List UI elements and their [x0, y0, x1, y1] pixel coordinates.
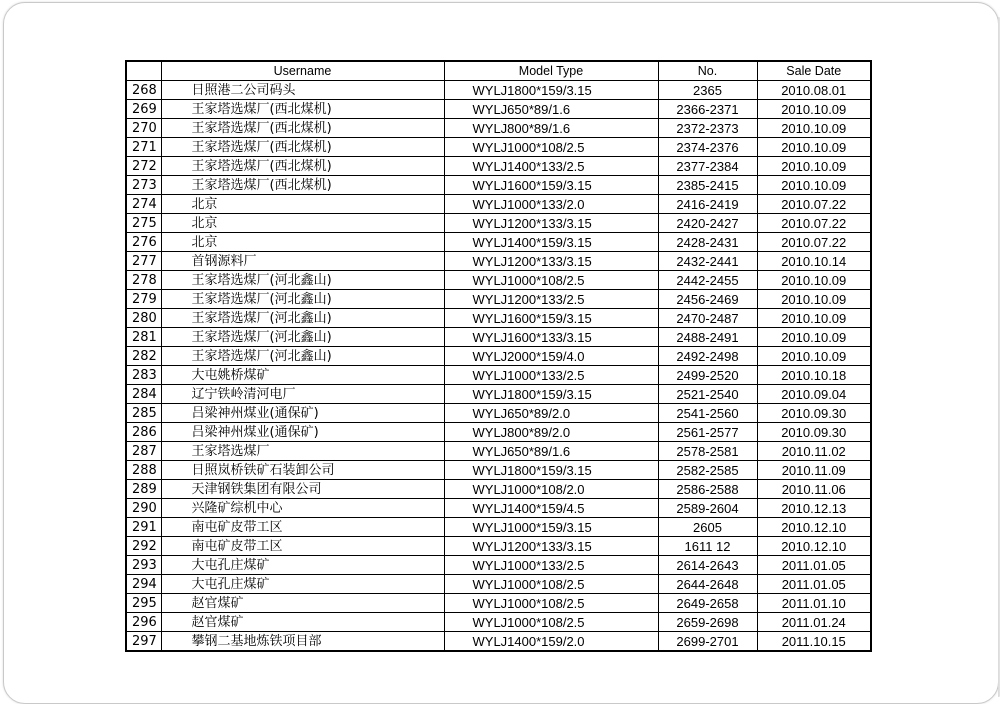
username-cell: 王家塔选煤厂(河北鑫山) — [161, 328, 444, 347]
serial-no-cell: 2578-2581 — [658, 442, 757, 461]
username-cell: 日照岚桥铁矿石装卸公司 — [161, 461, 444, 480]
sale-date-cell: 2010.10.09 — [757, 119, 871, 138]
table-row — [126, 385, 871, 404]
row-index: 294 — [126, 575, 161, 594]
serial-no-cell: 2385-2415 — [658, 176, 757, 195]
serial-no-cell: 2365 — [658, 81, 757, 100]
row-index: 284 — [126, 385, 161, 404]
sale-date-cell: 2011.01.05 — [757, 575, 871, 594]
model-type-cell: WYLJ1000*133/2.0 — [444, 195, 658, 214]
username-cell: 兴隆矿综机中心 — [161, 499, 444, 518]
username-cell: 天津钢铁集团有限公司 — [161, 480, 444, 499]
table-row — [126, 556, 871, 575]
serial-no-cell: 2605 — [658, 518, 757, 537]
sale-date-cell: 2011.01.24 — [757, 613, 871, 632]
row-index: 279 — [126, 290, 161, 309]
sale-date-cell: 2010.10.09 — [757, 138, 871, 157]
table-row — [126, 632, 871, 652]
serial-no-cell: 2561-2577 — [658, 423, 757, 442]
row-index: 280 — [126, 309, 161, 328]
row-index: 288 — [126, 461, 161, 480]
serial-no-cell: 2492-2498 — [658, 347, 757, 366]
username-cell: 赵官煤矿 — [161, 613, 444, 632]
row-index: 274 — [126, 195, 161, 214]
table-row — [126, 290, 871, 309]
row-index: 292 — [126, 537, 161, 556]
sale-date-cell: 2010.10.09 — [757, 271, 871, 290]
username-cell: 王家塔选煤厂 — [161, 442, 444, 461]
model-type-cell: WYLJ2000*159/4.0 — [444, 347, 658, 366]
table-row — [126, 157, 871, 176]
table-row — [126, 309, 871, 328]
table-row — [126, 138, 871, 157]
username-cell: 北京 — [161, 233, 444, 252]
model-type-cell: WYLJ1800*159/3.15 — [444, 385, 658, 404]
row-index: 287 — [126, 442, 161, 461]
username-cell: 大屯孔庄煤矿 — [161, 575, 444, 594]
header-no: No. — [658, 61, 757, 81]
row-index: 281 — [126, 328, 161, 347]
table-row — [126, 613, 871, 632]
model-type-cell: WYLJ1600*159/3.15 — [444, 176, 658, 195]
row-index: 285 — [126, 404, 161, 423]
model-type-cell: WYLJ1200*133/3.15 — [444, 252, 658, 271]
row-index: 271 — [126, 138, 161, 157]
header-index — [126, 61, 161, 81]
model-type-cell: WYLJ1000*133/2.5 — [444, 556, 658, 575]
table-row — [126, 195, 871, 214]
sales-table — [125, 60, 872, 652]
row-index: 277 — [126, 252, 161, 271]
serial-no-cell: 2499-2520 — [658, 366, 757, 385]
row-index: 297 — [126, 632, 161, 652]
model-type-cell: WYLJ1000*108/2.5 — [444, 271, 658, 290]
serial-no-cell: 2582-2585 — [658, 461, 757, 480]
model-type-cell: WYLJ1400*159/2.0 — [444, 632, 658, 652]
table-row — [126, 442, 871, 461]
serial-no-cell: 2659-2698 — [658, 613, 757, 632]
username-cell: 王家塔选煤厂(西北煤机) — [161, 119, 444, 138]
username-cell: 北京 — [161, 214, 444, 233]
username-cell: 南屯矿皮带工区 — [161, 537, 444, 556]
username-cell: 北京 — [161, 195, 444, 214]
model-type-cell: WYLJ1400*159/4.5 — [444, 499, 658, 518]
model-type-cell: WYLJ800*89/1.6 — [444, 119, 658, 138]
table-row — [126, 81, 871, 100]
model-type-cell: WYLJ1000*108/2.5 — [444, 594, 658, 613]
model-type-cell: WYLJ1400*133/2.5 — [444, 157, 658, 176]
model-type-cell: WYLJ1000*133/2.5 — [444, 366, 658, 385]
sale-date-cell: 2010.08.01 — [757, 81, 871, 100]
username-cell: 王家塔选煤厂(河北鑫山) — [161, 290, 444, 309]
serial-no-cell: 2432-2441 — [658, 252, 757, 271]
row-index: 270 — [126, 119, 161, 138]
sale-date-cell: 2010.12.13 — [757, 499, 871, 518]
sale-date-cell: 2010.09.04 — [757, 385, 871, 404]
serial-no-cell: 2416-2419 — [658, 195, 757, 214]
model-type-cell: WYLJ1200*133/2.5 — [444, 290, 658, 309]
table-row — [126, 176, 871, 195]
model-type-cell: WYLJ1000*159/3.15 — [444, 518, 658, 537]
row-index: 295 — [126, 594, 161, 613]
serial-no-cell: 2586-2588 — [658, 480, 757, 499]
row-index: 272 — [126, 157, 161, 176]
sale-date-cell: 2010.07.22 — [757, 214, 871, 233]
sale-date-cell: 2010.10.18 — [757, 366, 871, 385]
username-cell: 日照港二公司码头 — [161, 81, 444, 100]
sale-date-cell: 2010.11.02 — [757, 442, 871, 461]
row-index: 283 — [126, 366, 161, 385]
row-index: 293 — [126, 556, 161, 575]
username-cell: 赵官煤矿 — [161, 594, 444, 613]
sale-date-cell: 2010.12.10 — [757, 518, 871, 537]
model-type-cell: WYLJ1200*133/3.15 — [444, 537, 658, 556]
model-type-cell: WYLJ1200*133/3.15 — [444, 214, 658, 233]
table-row — [126, 423, 871, 442]
row-index: 268 — [126, 81, 161, 100]
table-row — [126, 271, 871, 290]
sale-date-cell: 2010.10.14 — [757, 252, 871, 271]
model-type-cell: WYLJ650*89/2.0 — [444, 404, 658, 423]
row-index: 290 — [126, 499, 161, 518]
sale-date-cell: 2010.10.09 — [757, 157, 871, 176]
sale-date-cell: 2010.07.22 — [757, 195, 871, 214]
row-index: 273 — [126, 176, 161, 195]
sale-date-cell: 2010.07.22 — [757, 233, 871, 252]
serial-no-cell: 2442-2455 — [658, 271, 757, 290]
row-index: 289 — [126, 480, 161, 499]
serial-no-cell: 2649-2658 — [658, 594, 757, 613]
row-index: 286 — [126, 423, 161, 442]
row-index: 275 — [126, 214, 161, 233]
model-type-cell: WYLJ1000*108/2.5 — [444, 575, 658, 594]
model-type-cell: WYLJ1800*159/3.15 — [444, 461, 658, 480]
sale-date-cell: 2010.11.06 — [757, 480, 871, 499]
sale-date-cell: 2010.12.10 — [757, 537, 871, 556]
header-username: Username — [161, 61, 444, 81]
model-type-cell: WYLJ650*89/1.6 — [444, 100, 658, 119]
row-index: 291 — [126, 518, 161, 537]
sale-date-cell: 2010.10.09 — [757, 347, 871, 366]
header-sale-date: Sale Date — [757, 61, 871, 81]
table-body — [126, 81, 871, 652]
model-type-cell: WYLJ1800*159/3.15 — [444, 81, 658, 100]
table-row — [126, 252, 871, 271]
username-cell: 吕梁神州煤业(通保矿) — [161, 404, 444, 423]
row-index: 269 — [126, 100, 161, 119]
username-cell: 王家塔选煤厂(西北煤机) — [161, 138, 444, 157]
model-type-cell: WYLJ800*89/2.0 — [444, 423, 658, 442]
table-row — [126, 119, 871, 138]
username-cell: 王家塔选煤厂(西北煤机) — [161, 157, 444, 176]
serial-no-cell: 2372-2373 — [658, 119, 757, 138]
serial-no-cell: 2428-2431 — [658, 233, 757, 252]
model-type-cell: WYLJ1600*133/3.15 — [444, 328, 658, 347]
serial-no-cell: 2488-2491 — [658, 328, 757, 347]
serial-no-cell: 2614-2643 — [658, 556, 757, 575]
username-cell: 首钢源料厂 — [161, 252, 444, 271]
serial-no-cell: 1611 12 — [658, 537, 757, 556]
serial-no-cell: 2374-2376 — [658, 138, 757, 157]
sale-date-cell: 2010.11.09 — [757, 461, 871, 480]
model-type-cell: WYLJ1000*108/2.5 — [444, 138, 658, 157]
table-row — [126, 100, 871, 119]
serial-no-cell: 2470-2487 — [658, 309, 757, 328]
table-row — [126, 366, 871, 385]
table-row — [126, 461, 871, 480]
table-row — [126, 233, 871, 252]
sale-date-cell: 2010.10.09 — [757, 309, 871, 328]
username-cell: 大屯孔庄煤矿 — [161, 556, 444, 575]
row-index: 282 — [126, 347, 161, 366]
model-type-cell: WYLJ650*89/1.6 — [444, 442, 658, 461]
username-cell: 王家塔选煤厂(河北鑫山) — [161, 309, 444, 328]
table-row — [126, 575, 871, 594]
row-index: 296 — [126, 613, 161, 632]
model-type-cell: WYLJ1000*108/2.0 — [444, 480, 658, 499]
username-cell: 大屯姚桥煤矿 — [161, 366, 444, 385]
username-cell: 王家塔选煤厂(河北鑫山) — [161, 347, 444, 366]
model-type-cell: WYLJ1000*108/2.5 — [444, 613, 658, 632]
sale-date-cell: 2011.01.10 — [757, 594, 871, 613]
table-row — [126, 518, 871, 537]
sale-date-cell: 2010.09.30 — [757, 404, 871, 423]
username-cell: 攀钢二基地炼铁项目部 — [161, 632, 444, 652]
username-cell: 王家塔选煤厂(西北煤机) — [161, 176, 444, 195]
sale-date-cell: 2011.10.15 — [757, 632, 871, 652]
model-type-cell: WYLJ1400*159/3.15 — [444, 233, 658, 252]
table-row — [126, 328, 871, 347]
table-row — [126, 537, 871, 556]
model-type-cell: WYLJ1600*159/3.15 — [444, 309, 658, 328]
serial-no-cell: 2699-2701 — [658, 632, 757, 652]
serial-no-cell: 2644-2648 — [658, 575, 757, 594]
username-cell: 南屯矿皮带工区 — [161, 518, 444, 537]
username-cell: 吕梁神州煤业(通保矿) — [161, 423, 444, 442]
sale-date-cell: 2010.10.09 — [757, 100, 871, 119]
row-index: 278 — [126, 271, 161, 290]
serial-no-cell: 2456-2469 — [658, 290, 757, 309]
table-row — [126, 404, 871, 423]
table-row — [126, 480, 871, 499]
table-row — [126, 594, 871, 613]
sale-date-cell: 2011.01.05 — [757, 556, 871, 575]
serial-no-cell: 2420-2427 — [658, 214, 757, 233]
sale-date-cell: 2010.09.30 — [757, 423, 871, 442]
username-cell: 王家塔选煤厂(西北煤机) — [161, 100, 444, 119]
table-row — [126, 347, 871, 366]
serial-no-cell: 2377-2384 — [658, 157, 757, 176]
serial-no-cell: 2589-2604 — [658, 499, 757, 518]
table-header-row — [126, 61, 871, 81]
serial-no-cell: 2366-2371 — [658, 100, 757, 119]
serial-no-cell: 2521-2540 — [658, 385, 757, 404]
table-row — [126, 214, 871, 233]
username-cell: 王家塔选煤厂(河北鑫山) — [161, 271, 444, 290]
row-index: 276 — [126, 233, 161, 252]
serial-no-cell: 2541-2560 — [658, 404, 757, 423]
sale-date-cell: 2010.10.09 — [757, 290, 871, 309]
sale-date-cell: 2010.10.09 — [757, 328, 871, 347]
username-cell: 辽宁铁岭清河电厂 — [161, 385, 444, 404]
table-row — [126, 499, 871, 518]
header-model-type: Model Type — [444, 61, 658, 81]
sale-date-cell: 2010.10.09 — [757, 176, 871, 195]
